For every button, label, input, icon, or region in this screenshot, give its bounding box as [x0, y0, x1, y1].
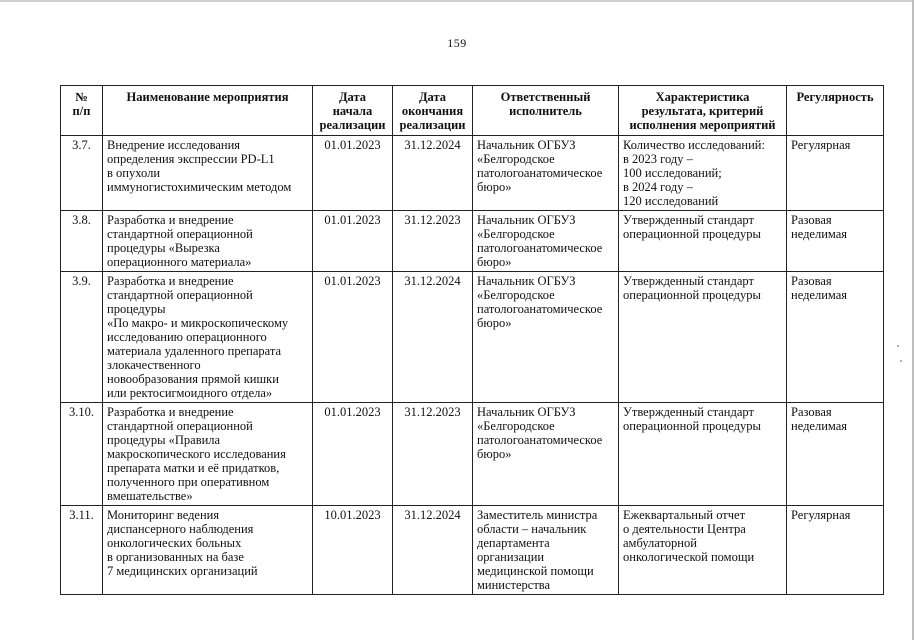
- table-header-row: [61, 86, 884, 136]
- cell-activity-name: Внедрение исследования определения экспрессии PD-L1 в опухоли иммуногистохимическим методом: [103, 136, 313, 211]
- cell-executor: Начальник ОГБУЗ «Белгородское патологоанатомическое бюро»: [473, 272, 619, 403]
- cell-number: 3.9.: [61, 272, 103, 403]
- scan-speck: [897, 345, 899, 347]
- cell-number: 3.10.: [61, 403, 103, 506]
- cell-number: 3.8.: [61, 211, 103, 272]
- table-row: [61, 506, 884, 595]
- header-executor: Ответственный исполнитель: [473, 86, 619, 136]
- cell-activity-name: Мониторинг ведения диспансерного наблюдения онкологических больных в организованных на базе 7 медицинских организаций: [103, 506, 313, 595]
- cell-regularity: Разовая неделимая: [787, 272, 884, 403]
- cell-result: Количество исследований: в 2023 году – 100 исследований; в 2024 году – 120 исследований: [619, 136, 787, 211]
- header-activity-name: Наименование мероприятия: [103, 86, 313, 136]
- cell-regularity: Разовая неделимая: [787, 403, 884, 506]
- cell-start-date: 01.01.2023: [313, 272, 393, 403]
- header-result: Характеристика результата, критерий исполнения мероприятий: [619, 86, 787, 136]
- cell-executor: Заместитель министра области – начальник департамента организации медицинской помощи министерства: [473, 506, 619, 595]
- cell-result: Утвержденный стандарт операционной процедуры: [619, 211, 787, 272]
- scan-edge-top: [0, 0, 914, 2]
- table-row: [61, 272, 884, 403]
- table-row: [61, 211, 884, 272]
- page-number: 159: [447, 36, 467, 50]
- cell-executor: Начальник ОГБУЗ «Белгородское патологоанатомическое бюро»: [473, 403, 619, 506]
- cell-start-date: 01.01.2023: [313, 136, 393, 211]
- cell-number: 3.11.: [61, 506, 103, 595]
- cell-start-date: 01.01.2023: [313, 211, 393, 272]
- cell-activity-name: Разработка и внедрение стандартной операционной процедуры «Вырезка операционного материала»: [103, 211, 313, 272]
- cell-end-date: 31.12.2023: [393, 211, 473, 272]
- cell-regularity: Регулярная: [787, 506, 884, 595]
- scan-speck: [900, 360, 902, 362]
- cell-regularity: Регулярная: [787, 136, 884, 211]
- cell-start-date: 01.01.2023: [313, 403, 393, 506]
- cell-end-date: 31.12.2024: [393, 136, 473, 211]
- header-end-date: Дата окончания реализации: [393, 86, 473, 136]
- cell-activity-name: Разработка и внедрение стандартной операционной процедуры «По макро- и микроскопическому исследованию операционного материала удаленного препарата злокачественного новообразования прямой кишки или ректосигмоидного отдела»: [103, 272, 313, 403]
- header-regularity: Регулярность: [787, 86, 884, 136]
- table-row: [61, 136, 884, 211]
- table-row: [61, 403, 884, 506]
- cell-regularity: Разовая неделимая: [787, 211, 884, 272]
- cell-executor: Начальник ОГБУЗ «Белгородское патологоанатомическое бюро»: [473, 211, 619, 272]
- cell-end-date: 31.12.2024: [393, 272, 473, 403]
- cell-executor: Начальник ОГБУЗ «Белгородское патологоанатомическое бюро»: [473, 136, 619, 211]
- cell-start-date: 10.01.2023: [313, 506, 393, 595]
- header-start-date: Дата начала реализации: [313, 86, 393, 136]
- cell-end-date: 31.12.2023: [393, 403, 473, 506]
- cell-result: Утвержденный стандарт операционной процедуры: [619, 403, 787, 506]
- header-number: № п/п: [61, 86, 103, 136]
- cell-end-date: 31.12.2024: [393, 506, 473, 595]
- activities-table: [60, 85, 884, 595]
- cell-activity-name: Разработка и внедрение стандартной операционной процедуры «Правила макроскопического исследования препарата матки и её придатков, полученного при оперативном вмешательстве»: [103, 403, 313, 506]
- cell-result: Ежеквартальный отчет о деятельности Центра амбулаторной онкологической помощи: [619, 506, 787, 595]
- cell-number: 3.7.: [61, 136, 103, 211]
- cell-result: Утвержденный стандарт операционной процедуры: [619, 272, 787, 403]
